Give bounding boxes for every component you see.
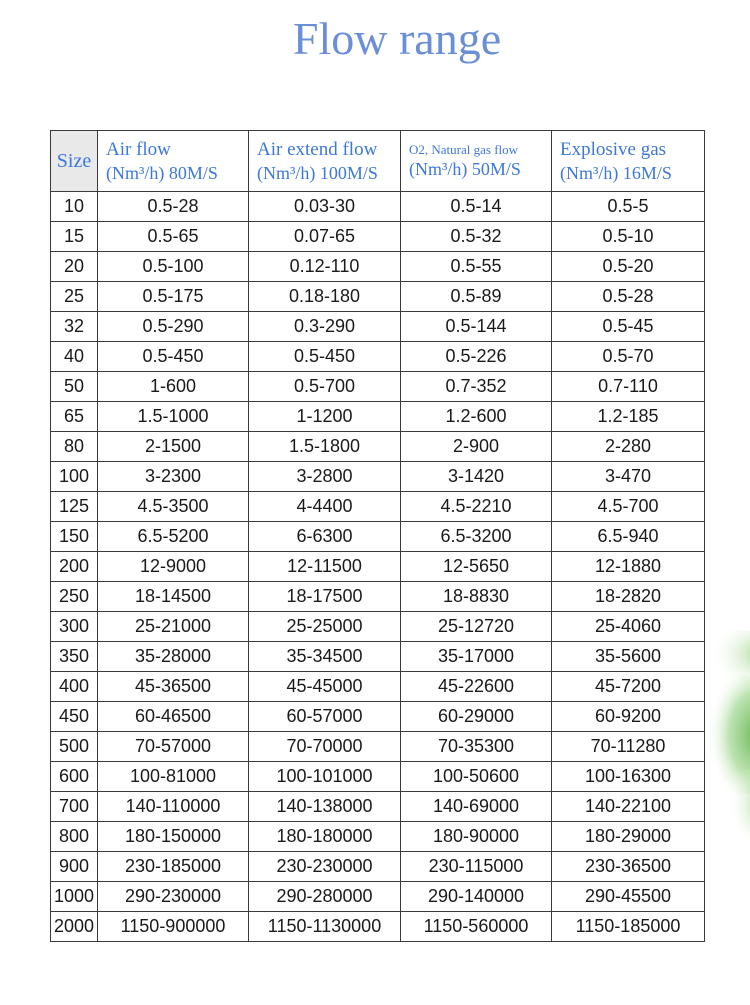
cell-size: 25 bbox=[51, 282, 98, 312]
cell-explosive-gas: 290-45500 bbox=[552, 882, 705, 912]
cell-size: 50 bbox=[51, 372, 98, 402]
cell-air-extend-flow: 12-11500 bbox=[249, 552, 401, 582]
header-air-flow bbox=[98, 131, 249, 192]
cell-explosive-gas: 180-29000 bbox=[552, 822, 705, 852]
header-explosive-gas-unit: (Nm³/h) 16M/S bbox=[560, 162, 672, 183]
table-row bbox=[51, 222, 705, 252]
table-row bbox=[51, 342, 705, 372]
cell-air-extend-flow: 70-70000 bbox=[249, 732, 401, 762]
cell-air-flow: 3-2300 bbox=[98, 462, 249, 492]
cell-o2-gas-flow: 0.5-14 bbox=[401, 192, 552, 222]
cell-air-flow: 12-9000 bbox=[98, 552, 249, 582]
flow-range-table bbox=[50, 130, 705, 942]
cell-air-flow: 1.5-1000 bbox=[98, 402, 249, 432]
cell-explosive-gas: 70-11280 bbox=[552, 732, 705, 762]
table-row bbox=[51, 402, 705, 432]
cell-air-extend-flow: 0.5-700 bbox=[249, 372, 401, 402]
table-row bbox=[51, 762, 705, 792]
cell-explosive-gas: 35-5600 bbox=[552, 642, 705, 672]
cell-air-extend-flow: 1150-1130000 bbox=[249, 912, 401, 942]
cell-size: 800 bbox=[51, 822, 98, 852]
table-row bbox=[51, 642, 705, 672]
cell-size: 350 bbox=[51, 642, 98, 672]
cell-air-extend-flow: 0.03-30 bbox=[249, 192, 401, 222]
header-explosive-gas-title: Explosive gas bbox=[560, 138, 667, 160]
cell-air-extend-flow: 1.5-1800 bbox=[249, 432, 401, 462]
cell-air-extend-flow: 1-1200 bbox=[249, 402, 401, 432]
cell-o2-gas-flow: 290-140000 bbox=[401, 882, 552, 912]
cell-air-flow: 0.5-65 bbox=[98, 222, 249, 252]
cell-size: 400 bbox=[51, 672, 98, 702]
cell-size: 20 bbox=[51, 252, 98, 282]
cell-size: 200 bbox=[51, 552, 98, 582]
cell-o2-gas-flow: 2-900 bbox=[401, 432, 552, 462]
cell-explosive-gas: 0.5-28 bbox=[552, 282, 705, 312]
cell-size: 700 bbox=[51, 792, 98, 822]
cell-air-flow: 1-600 bbox=[98, 372, 249, 402]
cell-air-flow: 70-57000 bbox=[98, 732, 249, 762]
cell-size: 900 bbox=[51, 852, 98, 882]
cell-air-flow: 0.5-175 bbox=[98, 282, 249, 312]
cell-air-extend-flow: 180-180000 bbox=[249, 822, 401, 852]
cell-air-flow: 230-185000 bbox=[98, 852, 249, 882]
cell-size: 450 bbox=[51, 702, 98, 732]
cell-size: 125 bbox=[51, 492, 98, 522]
cell-o2-gas-flow: 18-8830 bbox=[401, 582, 552, 612]
table-row bbox=[51, 852, 705, 882]
cell-o2-gas-flow: 12-5650 bbox=[401, 552, 552, 582]
cell-size: 300 bbox=[51, 612, 98, 642]
table-row bbox=[51, 492, 705, 522]
cell-air-extend-flow: 290-280000 bbox=[249, 882, 401, 912]
table-row bbox=[51, 312, 705, 342]
cell-o2-gas-flow: 4.5-2210 bbox=[401, 492, 552, 522]
cell-air-extend-flow: 0.12-110 bbox=[249, 252, 401, 282]
table-row bbox=[51, 792, 705, 822]
cell-o2-gas-flow: 0.5-32 bbox=[401, 222, 552, 252]
cell-o2-gas-flow: 3-1420 bbox=[401, 462, 552, 492]
cell-o2-gas-flow: 70-35300 bbox=[401, 732, 552, 762]
cell-o2-gas-flow: 1.2-600 bbox=[401, 402, 552, 432]
cell-explosive-gas: 0.5-20 bbox=[552, 252, 705, 282]
header-air-extend-flow bbox=[249, 131, 401, 192]
cell-explosive-gas: 0.5-10 bbox=[552, 222, 705, 252]
cell-air-flow: 25-21000 bbox=[98, 612, 249, 642]
table-row bbox=[51, 882, 705, 912]
cell-air-extend-flow: 25-25000 bbox=[249, 612, 401, 642]
cell-air-extend-flow: 140-138000 bbox=[249, 792, 401, 822]
cell-air-flow: 0.5-28 bbox=[98, 192, 249, 222]
cell-air-flow: 0.5-100 bbox=[98, 252, 249, 282]
table-row bbox=[51, 702, 705, 732]
cell-o2-gas-flow: 0.7-352 bbox=[401, 372, 552, 402]
table-row bbox=[51, 912, 705, 942]
cell-explosive-gas: 6.5-940 bbox=[552, 522, 705, 552]
cell-air-flow: 60-46500 bbox=[98, 702, 249, 732]
cell-explosive-gas: 45-7200 bbox=[552, 672, 705, 702]
header-o2-gas-flow-unit: (Nm³/h) 50M/S bbox=[409, 158, 521, 179]
cell-explosive-gas: 18-2820 bbox=[552, 582, 705, 612]
cell-air-extend-flow: 230-230000 bbox=[249, 852, 401, 882]
header-air-extend-flow-unit: (Nm³/h) 100M/S bbox=[257, 162, 378, 183]
cell-o2-gas-flow: 45-22600 bbox=[401, 672, 552, 702]
cell-size: 1000 bbox=[51, 882, 98, 912]
table-header-row bbox=[51, 131, 705, 192]
table-row bbox=[51, 252, 705, 282]
cell-air-extend-flow: 35-34500 bbox=[249, 642, 401, 672]
header-o2-gas-flow bbox=[401, 131, 552, 192]
table-row bbox=[51, 732, 705, 762]
cell-size: 40 bbox=[51, 342, 98, 372]
table-row bbox=[51, 822, 705, 852]
cell-air-flow: 0.5-450 bbox=[98, 342, 249, 372]
cell-explosive-gas: 0.7-110 bbox=[552, 372, 705, 402]
header-air-flow-title: Air flow bbox=[106, 138, 171, 160]
cell-air-flow: 45-36500 bbox=[98, 672, 249, 702]
cell-size: 80 bbox=[51, 432, 98, 462]
cell-explosive-gas: 60-9200 bbox=[552, 702, 705, 732]
cell-o2-gas-flow: 6.5-3200 bbox=[401, 522, 552, 552]
cell-explosive-gas: 1150-185000 bbox=[552, 912, 705, 942]
table-body bbox=[51, 192, 705, 942]
table-row bbox=[51, 432, 705, 462]
cell-air-flow: 2-1500 bbox=[98, 432, 249, 462]
cell-air-flow: 4.5-3500 bbox=[98, 492, 249, 522]
table-row bbox=[51, 282, 705, 312]
cell-o2-gas-flow: 0.5-55 bbox=[401, 252, 552, 282]
cell-air-extend-flow: 0.5-450 bbox=[249, 342, 401, 372]
cell-o2-gas-flow: 1150-560000 bbox=[401, 912, 552, 942]
cell-air-flow: 100-81000 bbox=[98, 762, 249, 792]
cell-explosive-gas: 25-4060 bbox=[552, 612, 705, 642]
cell-o2-gas-flow: 0.5-144 bbox=[401, 312, 552, 342]
table-row bbox=[51, 522, 705, 552]
cell-o2-gas-flow: 140-69000 bbox=[401, 792, 552, 822]
cell-explosive-gas: 1.2-185 bbox=[552, 402, 705, 432]
cell-explosive-gas: 0.5-45 bbox=[552, 312, 705, 342]
cell-size: 600 bbox=[51, 762, 98, 792]
cell-explosive-gas: 3-470 bbox=[552, 462, 705, 492]
cell-o2-gas-flow: 180-90000 bbox=[401, 822, 552, 852]
cell-air-flow: 18-14500 bbox=[98, 582, 249, 612]
cell-air-extend-flow: 0.3-290 bbox=[249, 312, 401, 342]
cell-air-extend-flow: 100-101000 bbox=[249, 762, 401, 792]
table-row bbox=[51, 372, 705, 402]
cell-size: 65 bbox=[51, 402, 98, 432]
cell-air-extend-flow: 6-6300 bbox=[249, 522, 401, 552]
cell-size: 250 bbox=[51, 582, 98, 612]
header-explosive-gas bbox=[552, 131, 705, 192]
cell-explosive-gas: 2-280 bbox=[552, 432, 705, 462]
cell-size: 100 bbox=[51, 462, 98, 492]
cell-size: 10 bbox=[51, 192, 98, 222]
cell-size: 150 bbox=[51, 522, 98, 552]
page-title: Flow range bbox=[292, 13, 502, 64]
cell-explosive-gas: 4.5-700 bbox=[552, 492, 705, 522]
cell-explosive-gas: 100-16300 bbox=[552, 762, 705, 792]
cell-air-extend-flow: 0.07-65 bbox=[249, 222, 401, 252]
cell-air-flow: 290-230000 bbox=[98, 882, 249, 912]
table-row bbox=[51, 462, 705, 492]
cell-size: 500 bbox=[51, 732, 98, 762]
table-row bbox=[51, 192, 705, 222]
cell-air-flow: 1150-900000 bbox=[98, 912, 249, 942]
cell-size: 32 bbox=[51, 312, 98, 342]
cell-explosive-gas: 0.5-5 bbox=[552, 192, 705, 222]
header-size: Size bbox=[51, 131, 98, 192]
cell-air-extend-flow: 3-2800 bbox=[249, 462, 401, 492]
cell-air-extend-flow: 45-45000 bbox=[249, 672, 401, 702]
cell-air-flow: 35-28000 bbox=[98, 642, 249, 672]
cell-o2-gas-flow: 35-17000 bbox=[401, 642, 552, 672]
cell-air-flow: 6.5-5200 bbox=[98, 522, 249, 552]
cell-air-extend-flow: 0.18-180 bbox=[249, 282, 401, 312]
table-row bbox=[51, 612, 705, 642]
cell-o2-gas-flow: 100-50600 bbox=[401, 762, 552, 792]
cell-explosive-gas: 0.5-70 bbox=[552, 342, 705, 372]
table-row bbox=[51, 582, 705, 612]
cell-o2-gas-flow: 25-12720 bbox=[401, 612, 552, 642]
cell-o2-gas-flow: 60-29000 bbox=[401, 702, 552, 732]
header-air-extend-flow-title: Air extend flow bbox=[257, 138, 378, 160]
cell-air-extend-flow: 4-4400 bbox=[249, 492, 401, 522]
cell-explosive-gas: 230-36500 bbox=[552, 852, 705, 882]
table-row bbox=[51, 552, 705, 582]
cell-size: 15 bbox=[51, 222, 98, 252]
header-o2-gas-flow-title: O2, Natural gas flow bbox=[409, 141, 519, 157]
cell-air-extend-flow: 18-17500 bbox=[249, 582, 401, 612]
header-air-flow-unit: (Nm³/h) 80M/S bbox=[106, 162, 218, 183]
table-row bbox=[51, 672, 705, 702]
cell-o2-gas-flow: 230-115000 bbox=[401, 852, 552, 882]
cell-explosive-gas: 140-22100 bbox=[552, 792, 705, 822]
cell-air-flow: 180-150000 bbox=[98, 822, 249, 852]
cell-size: 2000 bbox=[51, 912, 98, 942]
cell-air-flow: 140-110000 bbox=[98, 792, 249, 822]
cell-o2-gas-flow: 0.5-89 bbox=[401, 282, 552, 312]
cell-explosive-gas: 12-1880 bbox=[552, 552, 705, 582]
cell-o2-gas-flow: 0.5-226 bbox=[401, 342, 552, 372]
cell-air-extend-flow: 60-57000 bbox=[249, 702, 401, 732]
cell-air-flow: 0.5-290 bbox=[98, 312, 249, 342]
